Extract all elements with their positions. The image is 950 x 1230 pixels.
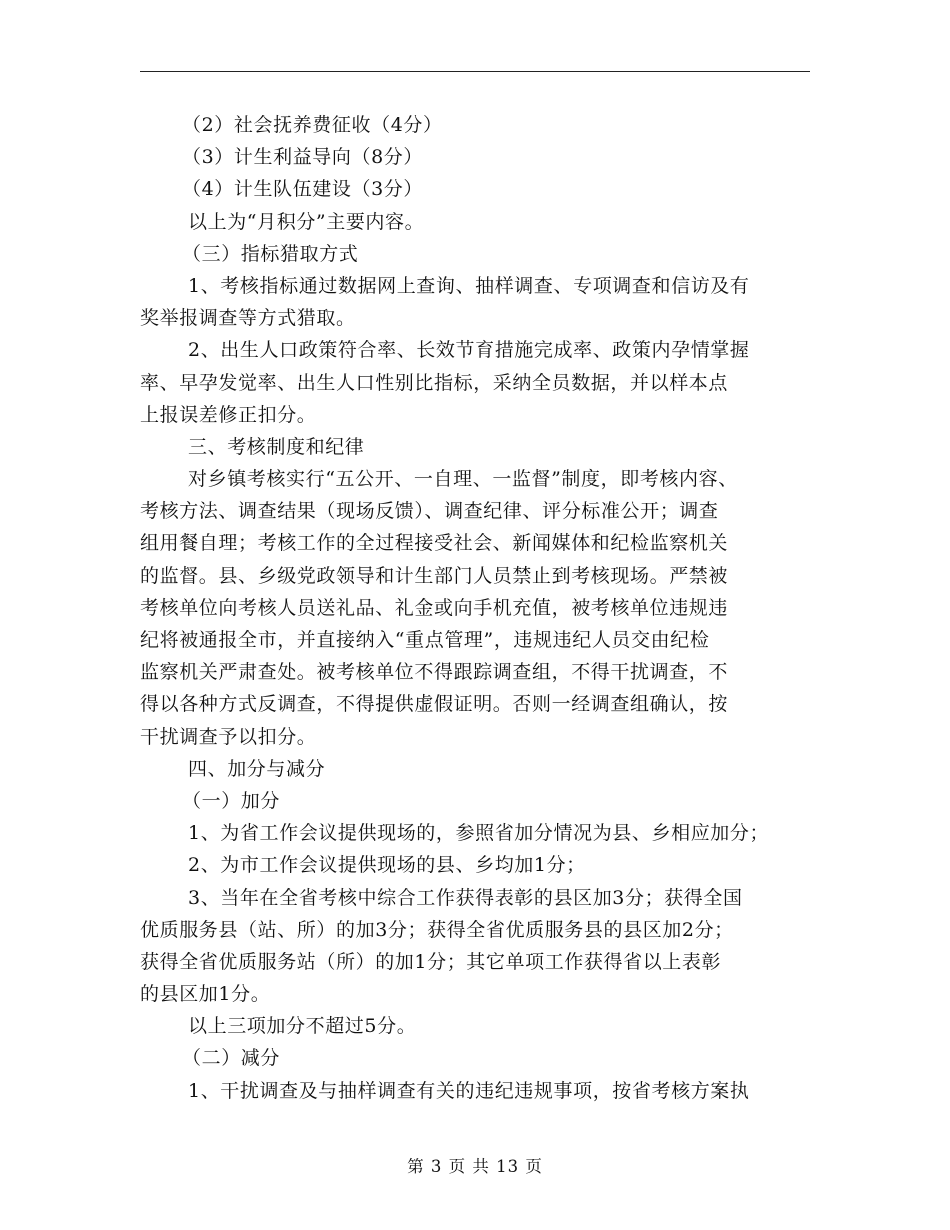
text-line: 1、干扰调查及与抽样调查有关的违纪违规事项，按省考核方案执 [188, 1079, 750, 1102]
text-line: 的监督。县、乡级党政领导和计生部门人员禁止到考核现场。严禁被 [140, 564, 729, 587]
text-line: 考核单位向考核人员送礼品、礼金或向手机充值，被考核单位违规违 [140, 596, 729, 619]
text-line: 1、考核指标通过数据网上查询、抽样调查、专项调查和信访及有 [188, 274, 750, 297]
text-line: （三）指标猎取方式 [182, 242, 359, 265]
text-line: 四、加分与减分 [188, 757, 326, 780]
text-line: 获得全省优质服务站（所）的加1分；其它单项工作获得省以上表彰 [140, 950, 722, 973]
text-line: 三、考核制度和纪律 [188, 435, 365, 458]
text-line: 纪将被通报全市，并直接纳入“重点管理”，违规违纪人员交由纪检 [140, 629, 710, 651]
text-line: （2）社会抚养费征收（4分） [182, 114, 443, 136]
text-line: 干扰调查予以扣分。 [140, 725, 317, 748]
text-line: （二）减分 [182, 1047, 281, 1070]
text-line: （3）计生利益导向（8分） [182, 146, 423, 169]
text-line: 率、早孕发觉率、出生人口性别比指标，采纳全员数据，并以样本点 [140, 371, 729, 394]
header-rule [140, 71, 810, 72]
document-body [140, 109, 820, 1107]
text-line: 的县区加1分。 [140, 983, 271, 1006]
text-line: 得以各种方式反调查，不得提供虚假证明。否则一经调查组确认，按 [140, 693, 729, 716]
text-line: 考核方法、调查结果（现场反馈）、调查纪律、评分标准公开；调查 [140, 500, 719, 523]
text-line: 3、当年在全省考核中综合工作获得表彰的县区加3分；获得全国 [188, 886, 743, 909]
text-line: 2、出生人口政策符合率、长效节育措施完成率、政策内孕情掌握 [188, 339, 750, 362]
text-line: 上报误差修正扣分。 [140, 403, 317, 426]
text-line: 对乡镇考核实行“五公开、一自理、一监督”制度，即考核内容、 [188, 468, 738, 491]
text-line: 奖举报调查等方式猎取。 [140, 307, 356, 330]
text-line: 监察机关严肃查处。被考核单位不得跟踪调查组，不得干扰调查，不 [140, 661, 729, 684]
text-line: 1、为省工作会议提供现场的，参照省加分情况为县、乡相应加分； [188, 822, 770, 845]
text-line: 优质服务县（站、所）的加3分；获得全省优质服务县的县区加2分； [140, 918, 734, 941]
text-line: 以上为“月积分”主要内容。 [188, 210, 425, 233]
text-line: 组用餐自理；考核工作的全过程接受社会、新闻媒体和纪检监察机关 [140, 532, 729, 555]
text-line: （一）加分 [182, 789, 281, 812]
page-footer: 第 3 页 共 13 页 [407, 1157, 543, 1176]
text-line: 2、为市工作会议提供现场的县、乡均加1分； [188, 854, 586, 877]
text-line: （4）计生队伍建设（3分） [182, 178, 423, 201]
text-line: 以上三项加分不超过5分。 [188, 1015, 417, 1038]
